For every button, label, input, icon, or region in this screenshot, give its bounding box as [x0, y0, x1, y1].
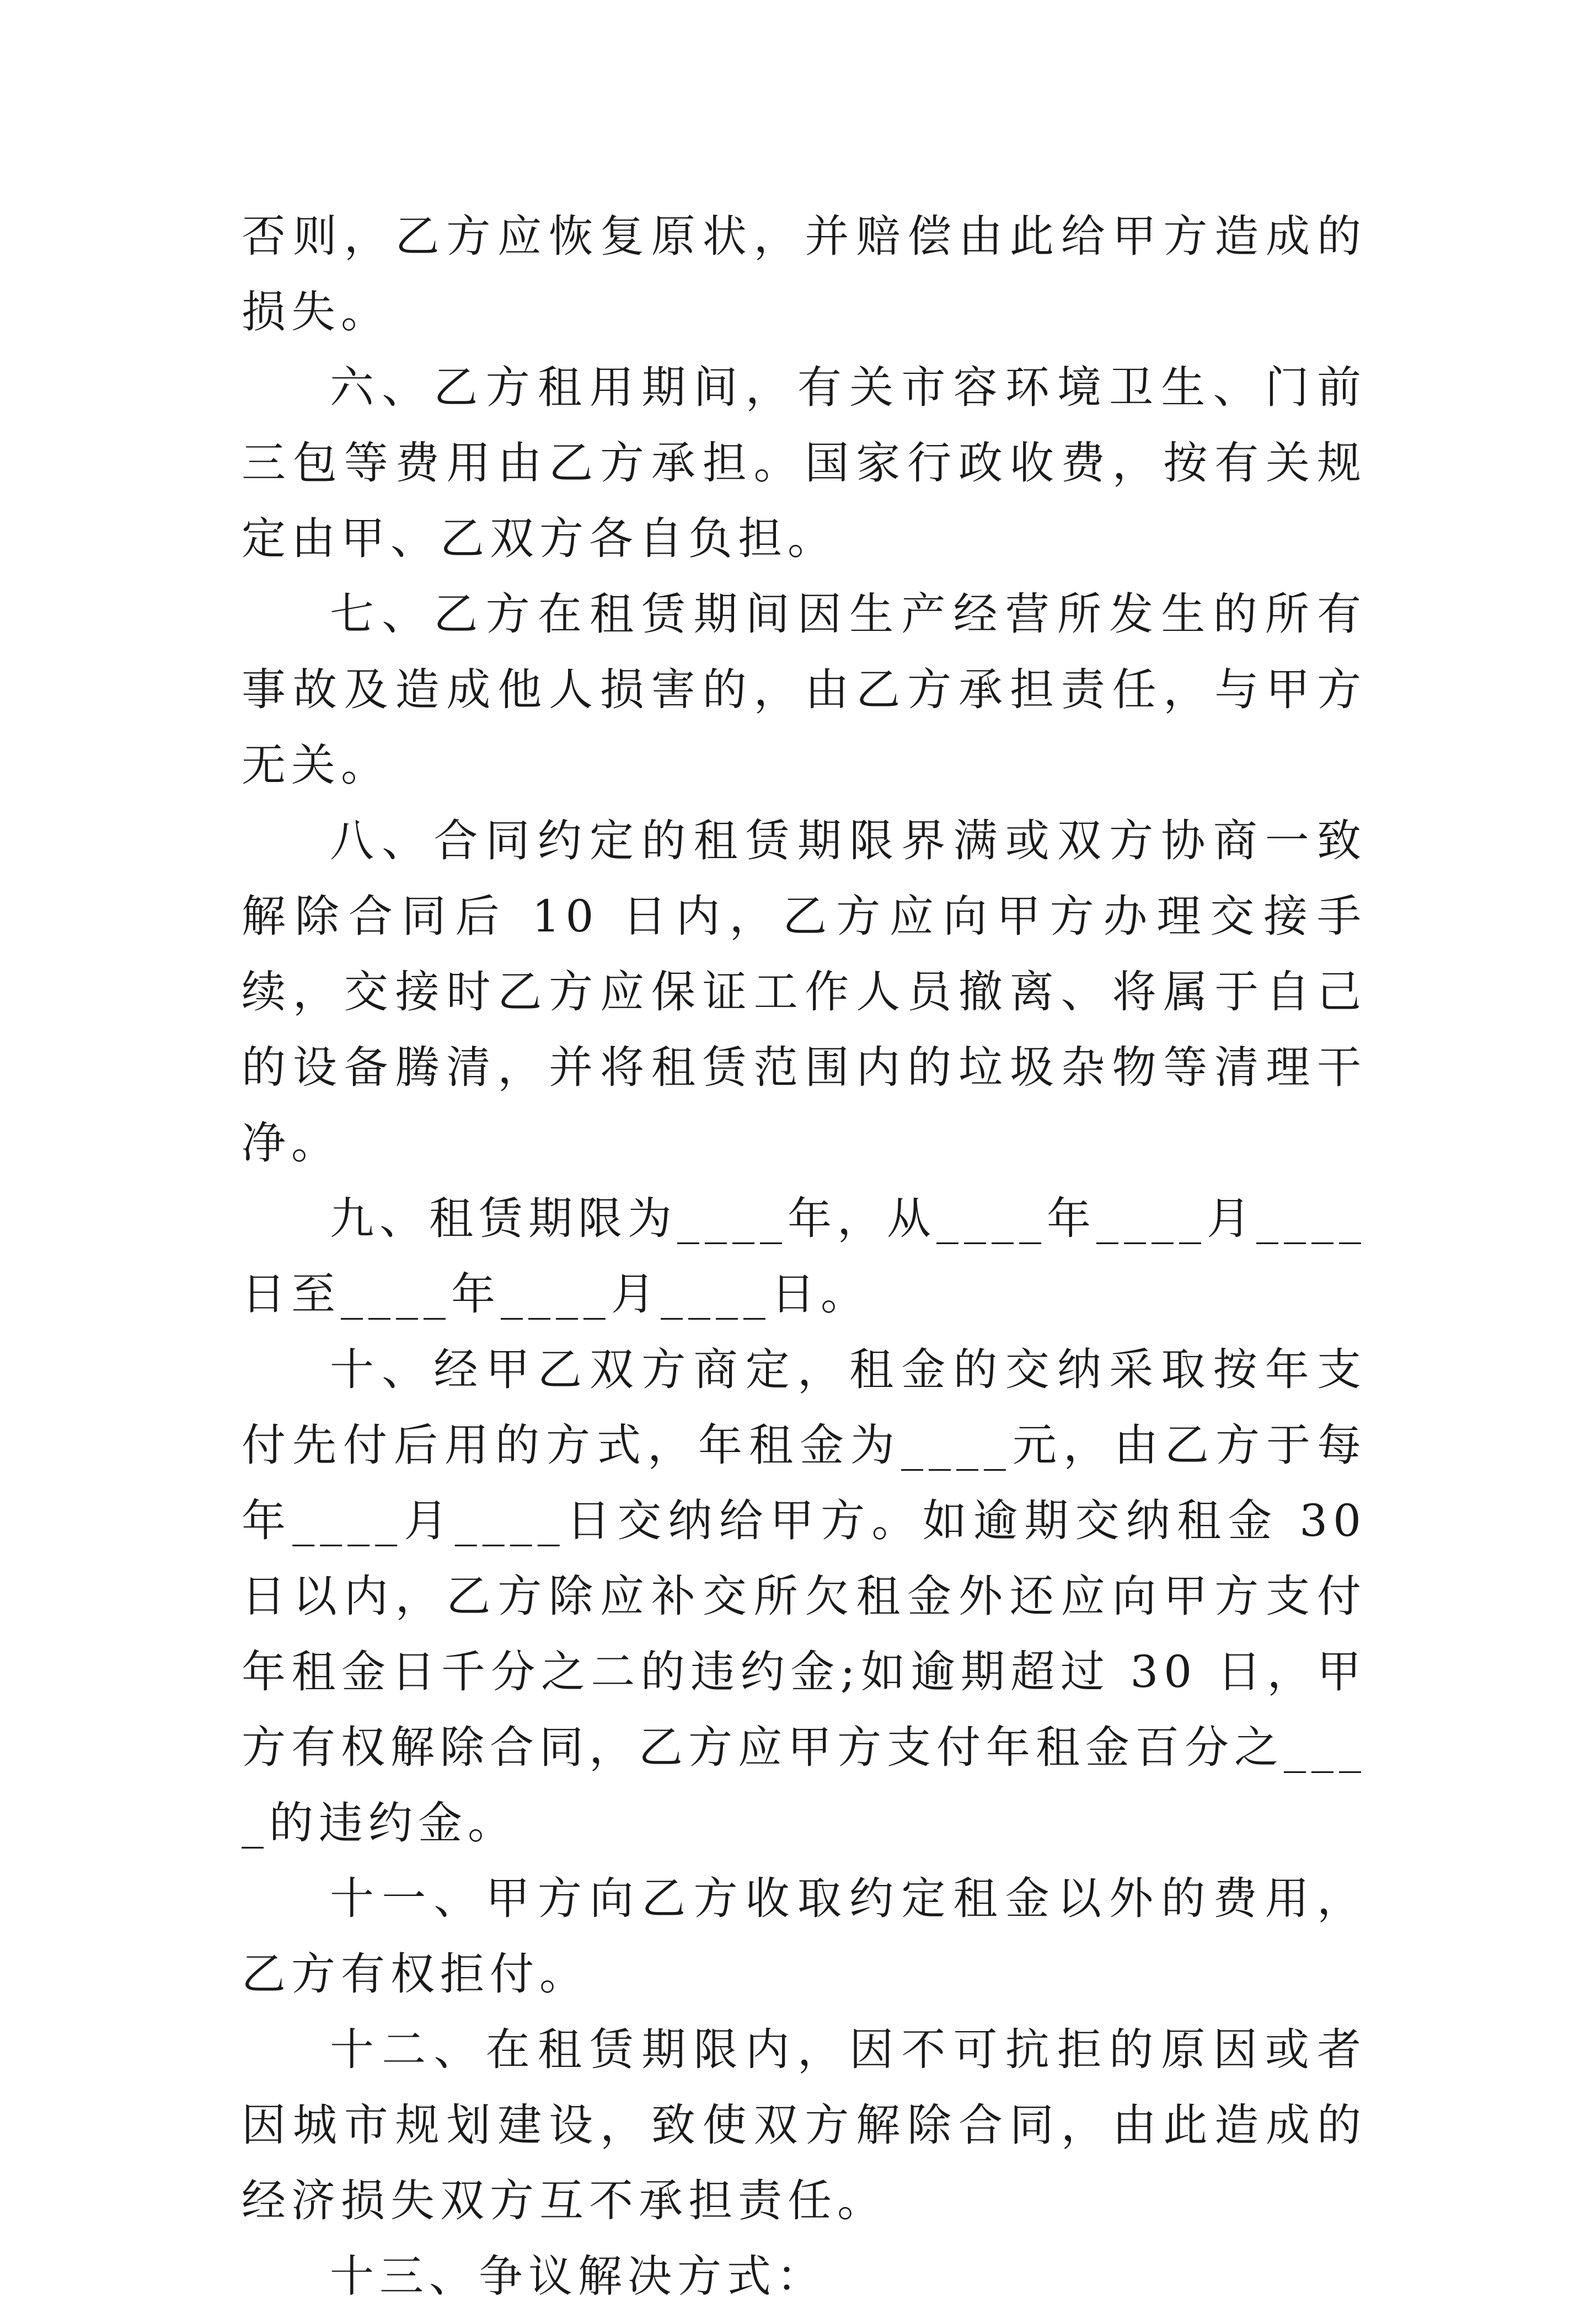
paragraph-clause-13: 十三、争议解决方式： [330, 2251, 826, 2302]
document-body [242, 199, 1367, 2314]
paragraph-clause-6: 六、乙方租用期间，有关市容环境卫生、门前三包等费用由乙方承担。国家行政收费，按有关规定由甲、乙双方各自负担。 [242, 362, 1367, 564]
paragraph-clause-7: 七、乙方在租赁期间因生产经营所发生的所有事故及造成他人损害的，由乙方承担责任，与甲方无关。 [242, 588, 1367, 791]
paragraph-clause-8: 八、合同约定的租赁期限界满或双方协商一致解除合同后 10 日内，乙方应向甲方办理交接手续，交接时乙方应保证工作人员撤离、将属于自己的设备腾清，并将租赁范围内的垃圾杂物等清理干净。 [242, 815, 1367, 1169]
paragraph-continuation: 否则，乙方应恢复原状，并赔偿由此给甲方造成的损失。 [242, 211, 1367, 338]
paragraph-clause-12: 十二、在租赁期限内，因不可抗拒的原因或者因城市规划建设，致使双方解除合同，由此造成的经济损失双方互不承担责任。 [242, 2024, 1367, 2226]
paragraph-clause-11: 十一、甲方向乙方收取约定租金以外的费用，乙方有权拒付。 [242, 1873, 1367, 2000]
paragraph-clause-10: 十、经甲乙双方商定，租金的交纳采取按年支付先付后用的方式，年租金为____元，由乙方于每年____月____日交纳给甲方。如逾期交纳租金 30 日以内，乙方除应补交所欠租金外还应向甲方支付年租金日千分之二的违约金;如逾期超过 30 日，甲方有权解除合同，乙方应甲方支付年租金百分之____的违约金。 [242, 1344, 1367, 1849]
paragraph-clause-9: 九、租赁期限为____年，从____年____月____日至____年____月____日。 [242, 1193, 1367, 1320]
